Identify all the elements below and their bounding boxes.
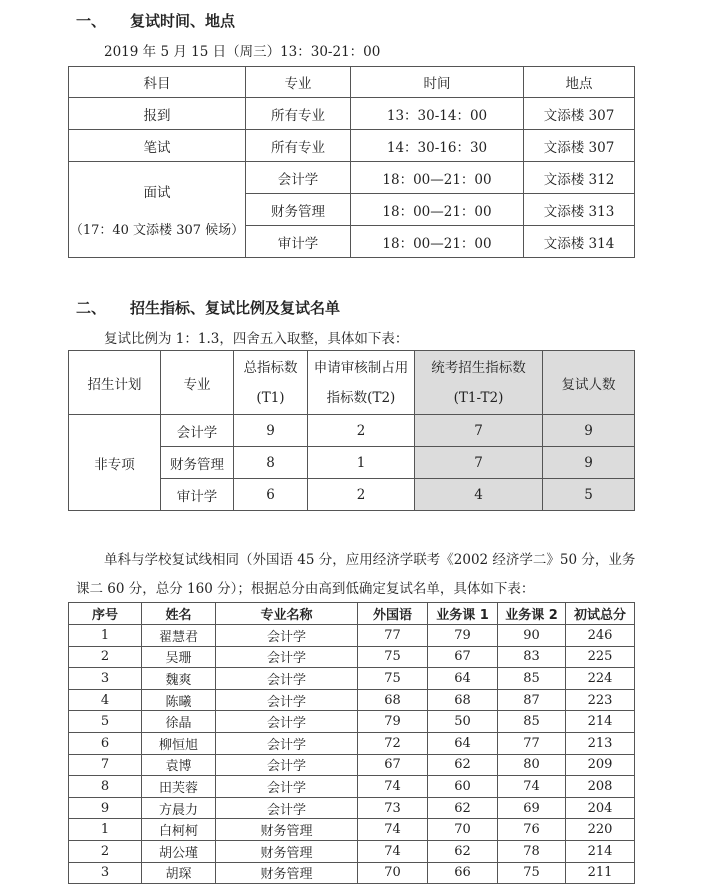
candidate-total: 208 xyxy=(566,776,635,798)
candidate-major: 会计学 xyxy=(216,689,358,711)
candidate-no: 3 xyxy=(69,668,142,690)
candidate-course1: 79 xyxy=(428,625,498,647)
quota-major: 审计学 xyxy=(161,479,234,511)
candidate-course2: 78 xyxy=(498,840,566,862)
schedule-place: 文添楼 314 xyxy=(524,226,635,258)
quota-header-retest: 复试人数 xyxy=(543,351,635,415)
candidate-no: 2 xyxy=(69,646,142,668)
quota-row xyxy=(69,415,635,447)
candidate-course1: 62 xyxy=(428,840,498,862)
candidate-header-name: 姓名 xyxy=(142,603,216,625)
interview-cell xyxy=(69,162,246,258)
candidate-course2: 83 xyxy=(498,646,566,668)
candidate-course2: 76 xyxy=(498,819,566,841)
candidate-header-total: 初试总分 xyxy=(566,603,635,625)
quota-unified: 7 xyxy=(415,447,543,479)
candidate-language: 68 xyxy=(358,689,428,711)
schedule-major: 会计学 xyxy=(246,162,351,194)
quota-total: 6 xyxy=(234,479,308,511)
candidate-name: 陈曦 xyxy=(142,689,216,711)
candidate-name: 胡公瑾 xyxy=(142,840,216,862)
candidate-course1: 67 xyxy=(428,646,498,668)
candidate-header-row xyxy=(69,603,635,625)
candidate-course2: 69 xyxy=(498,797,566,819)
candidate-no: 8 xyxy=(69,776,142,798)
candidate-total: 246 xyxy=(566,625,635,647)
schedule-major: 财务管理 xyxy=(246,194,351,226)
schedule-header-subject: 科目 xyxy=(69,67,246,98)
candidate-major: 会计学 xyxy=(216,646,358,668)
candidate-no: 2 xyxy=(69,840,142,862)
candidate-language: 72 xyxy=(358,732,428,754)
schedule-major: 所有专业 xyxy=(246,130,351,162)
candidate-total: 209 xyxy=(566,754,635,776)
paragraph-line1: 单科与学校复试线相同（外国语 45 分，应用经济学联考《2002 经济学二》50 分，业务 xyxy=(104,552,636,568)
quota-review: 2 xyxy=(308,415,415,447)
candidate-course2: 85 xyxy=(498,668,566,690)
interview-subject: 面试 xyxy=(143,185,171,201)
candidate-header-no: 序号 xyxy=(69,603,142,625)
candidate-course1: 64 xyxy=(428,732,498,754)
candidate-name: 胡琛 xyxy=(142,862,216,884)
quota-header-total-line1: 总指标数 xyxy=(243,359,298,376)
quota-header-plan: 招生计划 xyxy=(69,351,161,415)
candidate-no: 3 xyxy=(69,862,142,884)
candidate-major: 会计学 xyxy=(216,668,358,690)
section1-number: 一、 xyxy=(76,12,107,30)
schedule-time: 13：30-14：00 xyxy=(351,98,524,130)
quota-plan-cell: 非专项 xyxy=(69,415,161,511)
schedule-row xyxy=(69,130,635,162)
quota-total: 8 xyxy=(234,447,308,479)
candidate-language: 74 xyxy=(358,819,428,841)
retest-ratio-text: 复试比例为 1：1.3，四舍五入取整，具体如下表： xyxy=(104,331,409,347)
candidate-major: 会计学 xyxy=(216,776,358,798)
candidate-language: 74 xyxy=(358,776,428,798)
quota-retest: 9 xyxy=(543,447,635,479)
section2-title: 招生指标、复试比例及复试名单 xyxy=(130,299,341,317)
candidate-major: 会计学 xyxy=(216,732,358,754)
candidate-language: 77 xyxy=(358,625,428,647)
schedule-subject: 报到 xyxy=(69,98,246,130)
candidate-language: 75 xyxy=(358,646,428,668)
quota-header-unified xyxy=(415,351,543,415)
candidate-row xyxy=(69,776,635,798)
quota-review: 2 xyxy=(308,479,415,511)
candidate-row xyxy=(69,797,635,819)
quota-unified: 4 xyxy=(415,479,543,511)
candidate-row xyxy=(69,732,635,754)
candidate-course1: 60 xyxy=(428,776,498,798)
schedule-time: 18：00—21：00 xyxy=(351,226,524,258)
exam-datetime: 2019 年 5 月 15 日（周三）13：30-21：00 xyxy=(104,44,381,60)
candidate-total: 225 xyxy=(566,646,635,668)
candidate-row xyxy=(69,646,635,668)
quota-header-review-line2: 指标数(T2) xyxy=(326,389,396,406)
candidate-no: 6 xyxy=(69,732,142,754)
candidate-course1: 66 xyxy=(428,862,498,884)
candidate-course2: 80 xyxy=(498,754,566,776)
quota-header-unified-line1: 统考招生指标数 xyxy=(431,359,526,376)
candidate-table xyxy=(68,602,635,884)
candidate-header-course1: 业务课 1 xyxy=(428,603,498,625)
schedule-time: 18：00—21：00 xyxy=(351,194,524,226)
candidate-language: 70 xyxy=(358,862,428,884)
candidate-no: 1 xyxy=(69,819,142,841)
candidate-major: 会计学 xyxy=(216,711,358,733)
candidate-name: 翟慧君 xyxy=(142,625,216,647)
quota-unified: 7 xyxy=(415,415,543,447)
schedule-major: 审计学 xyxy=(246,226,351,258)
candidate-course1: 64 xyxy=(428,668,498,690)
candidate-language: 79 xyxy=(358,711,428,733)
section1-title: 复试时间、地点 xyxy=(130,12,236,30)
candidate-course1: 62 xyxy=(428,754,498,776)
candidate-total: 224 xyxy=(566,668,635,690)
candidate-language: 73 xyxy=(358,797,428,819)
candidate-row xyxy=(69,862,635,884)
schedule-header-row xyxy=(69,67,635,98)
schedule-table xyxy=(68,66,635,258)
schedule-place: 文添楼 312 xyxy=(524,162,635,194)
candidate-major: 会计学 xyxy=(216,754,358,776)
quota-header-total xyxy=(234,351,308,415)
quota-header-major: 专业 xyxy=(161,351,234,415)
paragraph-line2: 课二 60 分，总分 160 分）；根据总分由高到低确定复试名单，具体如下表： xyxy=(76,581,535,597)
candidate-name: 田芙蓉 xyxy=(142,776,216,798)
candidate-course2: 74 xyxy=(498,776,566,798)
candidate-course1: 68 xyxy=(428,689,498,711)
candidate-course1: 70 xyxy=(428,819,498,841)
quota-header-review-line1: 申请审核制占用 xyxy=(313,359,409,376)
candidate-row xyxy=(69,840,635,862)
schedule-time: 14：30-16：30 xyxy=(351,130,524,162)
candidate-course1: 50 xyxy=(428,711,498,733)
candidate-course1: 62 xyxy=(428,797,498,819)
candidate-header-major: 专业名称 xyxy=(216,603,358,625)
candidate-course2: 77 xyxy=(498,732,566,754)
candidate-major: 会计学 xyxy=(216,797,358,819)
candidate-name: 吴珊 xyxy=(142,646,216,668)
candidate-header-course2: 业务课 2 xyxy=(498,603,566,625)
candidate-total: 214 xyxy=(566,840,635,862)
candidate-course2: 87 xyxy=(498,689,566,711)
candidate-course2: 90 xyxy=(498,625,566,647)
candidate-row xyxy=(69,819,635,841)
quota-major: 会计学 xyxy=(161,415,234,447)
candidate-name: 柳恒旭 xyxy=(142,732,216,754)
schedule-subject: 笔试 xyxy=(69,130,246,162)
schedule-header-time: 时间 xyxy=(351,67,524,98)
schedule-time: 18：00—21：00 xyxy=(351,162,524,194)
schedule-header-major: 专业 xyxy=(246,67,351,98)
schedule-place: 文添楼 313 xyxy=(524,194,635,226)
quota-table xyxy=(68,350,635,511)
candidate-total: 214 xyxy=(566,711,635,733)
candidate-name: 白柯柯 xyxy=(142,819,216,841)
candidate-major: 会计学 xyxy=(216,625,358,647)
schedule-major: 所有专业 xyxy=(246,98,351,130)
candidate-total: 204 xyxy=(566,797,635,819)
candidate-course2: 85 xyxy=(498,711,566,733)
quota-retest: 9 xyxy=(543,415,635,447)
candidate-total: 220 xyxy=(566,819,635,841)
candidate-language: 74 xyxy=(358,840,428,862)
candidate-name: 袁博 xyxy=(142,754,216,776)
candidate-name: 徐晶 xyxy=(142,711,216,733)
quota-header-review xyxy=(308,351,415,415)
candidate-name: 方晨力 xyxy=(142,797,216,819)
interview-waiting-note: （17：40 文添楼 307 候场） xyxy=(69,223,245,238)
candidate-major: 财务管理 xyxy=(216,862,358,884)
quota-retest: 5 xyxy=(543,479,635,511)
section2-number: 二、 xyxy=(76,299,107,317)
schedule-row xyxy=(69,162,635,194)
candidate-total: 211 xyxy=(566,862,635,884)
candidate-no: 9 xyxy=(69,797,142,819)
candidate-language: 67 xyxy=(358,754,428,776)
candidate-row xyxy=(69,754,635,776)
candidate-no: 7 xyxy=(69,754,142,776)
quota-total: 9 xyxy=(234,415,308,447)
schedule-place: 文添楼 307 xyxy=(524,130,635,162)
candidate-language: 75 xyxy=(358,668,428,690)
candidate-row xyxy=(69,689,635,711)
schedule-place: 文添楼 307 xyxy=(524,98,635,130)
candidate-course2: 75 xyxy=(498,862,566,884)
candidate-total: 223 xyxy=(566,689,635,711)
schedule-row xyxy=(69,98,635,130)
schedule-header-place: 地点 xyxy=(524,67,635,98)
quota-major: 财务管理 xyxy=(161,447,234,479)
quota-header-total-line2: (T1) xyxy=(256,389,285,406)
candidate-total: 213 xyxy=(566,732,635,754)
candidate-no: 1 xyxy=(69,625,142,647)
quota-header-row xyxy=(69,351,635,415)
candidate-major: 财务管理 xyxy=(216,840,358,862)
candidate-row xyxy=(69,668,635,690)
quota-header-unified-line2: (T1-T2) xyxy=(453,389,504,406)
candidate-no: 5 xyxy=(69,711,142,733)
candidate-header-language: 外国语 xyxy=(358,603,428,625)
candidate-no: 4 xyxy=(69,689,142,711)
candidate-major: 财务管理 xyxy=(216,819,358,841)
candidate-row xyxy=(69,711,635,733)
quota-review: 1 xyxy=(308,447,415,479)
candidate-name: 魏爽 xyxy=(142,668,216,690)
candidate-row xyxy=(69,625,635,647)
